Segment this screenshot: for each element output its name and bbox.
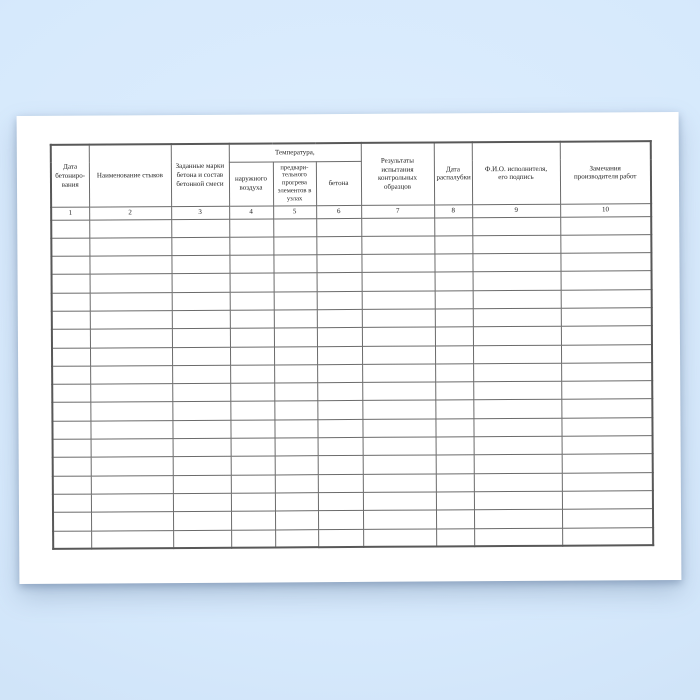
table-cell [53, 476, 91, 495]
table-cell [51, 256, 89, 275]
table-cell [275, 438, 318, 457]
header-col-date-of-concreting: Дата бетониро- вания [51, 145, 89, 207]
table-cell [561, 326, 652, 345]
table-cell [362, 419, 435, 438]
table-cell [53, 531, 91, 550]
table-cell [436, 455, 474, 474]
table-cell [172, 329, 230, 348]
table-cell [435, 419, 473, 438]
table-cell [52, 421, 90, 440]
table-cell [274, 273, 317, 292]
table-cell [473, 363, 561, 382]
table-cell [90, 384, 172, 403]
table-cell [363, 510, 436, 529]
column-number: 1 [51, 207, 89, 220]
table-cell [230, 420, 274, 439]
table-cell [53, 512, 91, 531]
table-cell [473, 418, 561, 437]
header-col-outside-air-temp: наружного воздуха [229, 161, 273, 205]
table-cell [173, 493, 231, 512]
table-cell [561, 399, 652, 418]
table-cell [436, 473, 474, 492]
table-cell [229, 218, 273, 237]
paper-sheet [17, 112, 682, 584]
table-cell [362, 327, 435, 346]
column-number: 5 [273, 205, 316, 218]
table-cell [274, 383, 317, 402]
table-cell [52, 366, 90, 385]
table-cell [361, 217, 434, 236]
table-cell [53, 457, 91, 476]
table-cell [562, 509, 653, 528]
table-cell [435, 290, 473, 309]
table-cell [231, 456, 275, 475]
table-cell [273, 218, 316, 237]
table-cell [560, 253, 651, 272]
table-cell [318, 456, 363, 475]
table-cell [229, 237, 273, 256]
table-cell [91, 439, 173, 458]
table-cell [316, 255, 361, 274]
table-cell [275, 529, 318, 548]
table-cell [230, 273, 274, 292]
table-cell [434, 236, 472, 255]
table-cell [89, 256, 171, 275]
table-cell [561, 344, 652, 363]
table-cell [91, 494, 173, 513]
table-cell [90, 274, 172, 293]
table-cell [52, 311, 90, 330]
column-number: 8 [434, 204, 472, 217]
table-cell [90, 420, 172, 439]
table-cell [436, 510, 474, 529]
header-col-joint-name: Наименование стыков [89, 144, 171, 206]
table-cell [90, 347, 172, 366]
column-number: 9 [472, 204, 560, 218]
table-cell [89, 237, 171, 256]
header-col-executor-name-signature: Ф.И.О. исполнителя, его подпись [472, 142, 560, 205]
table-cell [474, 528, 562, 547]
header-col-concrete-temp: бетона [316, 161, 361, 205]
table-cell [90, 311, 172, 330]
table-cell [317, 419, 362, 438]
table-cell [275, 474, 318, 493]
table-cell [273, 255, 316, 274]
table-cell [274, 365, 317, 384]
table-cell [473, 345, 561, 364]
table-cell [363, 474, 436, 493]
column-number: 4 [229, 205, 273, 218]
header-col-work-producer-remarks: Замечания производителя работ [560, 141, 651, 204]
table-cell [317, 273, 362, 292]
table-cell [172, 292, 230, 311]
table-cell [561, 417, 652, 436]
table-header [51, 141, 651, 220]
table-cell [317, 383, 362, 402]
table-cell [363, 492, 436, 511]
table-cell [275, 456, 318, 475]
table-cell [561, 363, 652, 382]
table-cell [172, 383, 230, 402]
table-cell [53, 494, 91, 513]
table-cell [230, 365, 274, 384]
table-cell [52, 274, 90, 293]
table-cell [173, 511, 231, 530]
table-cell [561, 271, 652, 290]
table-cell [361, 254, 434, 273]
table-cell [473, 308, 561, 327]
table-cell [171, 237, 229, 256]
table-cell [474, 455, 562, 474]
table-cell [318, 511, 363, 530]
table-cell [230, 347, 274, 366]
table-cell [317, 328, 362, 347]
column-number: 10 [560, 203, 651, 217]
table-cell [562, 436, 653, 455]
table-cell [362, 272, 435, 291]
table-cell [560, 234, 651, 253]
table-cell [435, 309, 473, 328]
table-cell [173, 530, 231, 549]
header-col-control-sample-test-results: Результаты испытания контрольных образцов [361, 142, 434, 204]
table-cell [273, 236, 316, 255]
table-cell [561, 381, 652, 400]
table-cell [172, 274, 230, 293]
table-row [53, 527, 653, 549]
column-number: 2 [89, 206, 171, 220]
table-cell [362, 291, 435, 310]
table-cell [91, 512, 173, 531]
table-cell [434, 254, 472, 273]
table-cell [90, 292, 172, 311]
header-group-temperature: Температура, [229, 143, 361, 162]
table-cell [317, 309, 362, 328]
table-cell [363, 455, 436, 474]
table-cell [472, 217, 560, 236]
table-cell [230, 383, 274, 402]
table-cell [436, 437, 474, 456]
table-cell [474, 473, 562, 492]
table-cell [91, 457, 173, 476]
table-cell [473, 290, 561, 309]
table-cell [231, 438, 275, 457]
table-cell [89, 219, 171, 238]
table-cell [317, 346, 362, 365]
table-cell [562, 491, 653, 510]
concrete-works-journal-table [50, 140, 655, 550]
table-cell [436, 492, 474, 511]
table-cell [90, 329, 172, 348]
table-cell [562, 454, 653, 473]
table-cell [318, 492, 363, 511]
header-col-preheating-of-elements-temp: предвари- тельного прогрева элементов в узлах [273, 161, 316, 205]
table-cell [275, 511, 318, 530]
table-cell [171, 255, 229, 274]
table-cell [172, 365, 230, 384]
table-cell [91, 475, 173, 494]
table-cell [474, 436, 562, 455]
table-cell [52, 384, 90, 403]
table-cell [317, 401, 362, 420]
table-cell [231, 511, 275, 530]
table-cell [473, 326, 561, 345]
table-cell [53, 439, 91, 458]
table-cell [435, 345, 473, 364]
table-cell [434, 217, 472, 236]
header-col-concrete-grade-mix: Заданные марки бетона и состав бетонной смеси [171, 144, 229, 206]
table-cell [52, 403, 90, 422]
table-cell [474, 509, 562, 528]
table-cell [51, 238, 89, 257]
column-number: 3 [171, 206, 229, 219]
table-cell [473, 381, 561, 400]
table-cell [172, 347, 230, 366]
table-cell [316, 236, 361, 255]
table-cell [363, 437, 436, 456]
table-cell [362, 309, 435, 328]
table-cell [472, 253, 560, 272]
table-cell [316, 218, 361, 237]
table-cell [318, 474, 363, 493]
table-cell [230, 328, 274, 347]
header-col-formwork-removal-date: Дата распалубки [434, 142, 472, 204]
table-cell [562, 527, 653, 546]
table-cell [173, 438, 231, 457]
table-cell [52, 293, 90, 312]
table-cell [317, 364, 362, 383]
table-cell [52, 348, 90, 367]
table-cell [231, 493, 275, 512]
table-cell [171, 219, 229, 238]
table-cell [229, 255, 273, 274]
table-cell [317, 291, 362, 310]
table-cell [275, 493, 318, 512]
table-cell [361, 236, 434, 255]
table-cell [173, 475, 231, 494]
table-cell [230, 310, 274, 329]
table-cell [362, 346, 435, 365]
table-cell [435, 272, 473, 291]
table-cell [230, 401, 274, 420]
table-cell [561, 308, 652, 327]
table-cell [435, 364, 473, 383]
table-cell [274, 346, 317, 365]
table-cell [435, 382, 473, 401]
table-cell [274, 291, 317, 310]
column-number: 6 [316, 205, 361, 218]
table-cell [560, 216, 651, 235]
table-cell [318, 437, 363, 456]
table-cell [363, 529, 436, 548]
table-cell [274, 419, 317, 438]
table-cell [436, 528, 474, 547]
table-cell [172, 310, 230, 329]
table-cell [172, 420, 230, 439]
table-cell [474, 491, 562, 510]
table-cell [362, 382, 435, 401]
table-cell [435, 400, 473, 419]
table-cell [51, 220, 89, 239]
table-body [51, 216, 653, 549]
header-row-top [51, 141, 651, 163]
table-cell [274, 310, 317, 329]
table-cell [172, 402, 230, 421]
table-cell [274, 401, 317, 420]
table-cell [90, 402, 172, 421]
table-cell [52, 329, 90, 348]
table-cell [230, 292, 274, 311]
table-cell [274, 328, 317, 347]
table-cell [231, 475, 275, 494]
table-cell [231, 530, 275, 549]
table-cell [90, 365, 172, 384]
table-cell [562, 472, 653, 491]
table-cell [473, 400, 561, 419]
table-cell [473, 272, 561, 291]
table-cell [435, 327, 473, 346]
table-cell [173, 457, 231, 476]
table-cell [561, 289, 652, 308]
table-cell [362, 364, 435, 383]
column-number: 7 [361, 204, 434, 217]
table-cell [362, 400, 435, 419]
table-cell [318, 529, 363, 548]
table-cell [91, 530, 173, 549]
table-cell [472, 235, 560, 254]
